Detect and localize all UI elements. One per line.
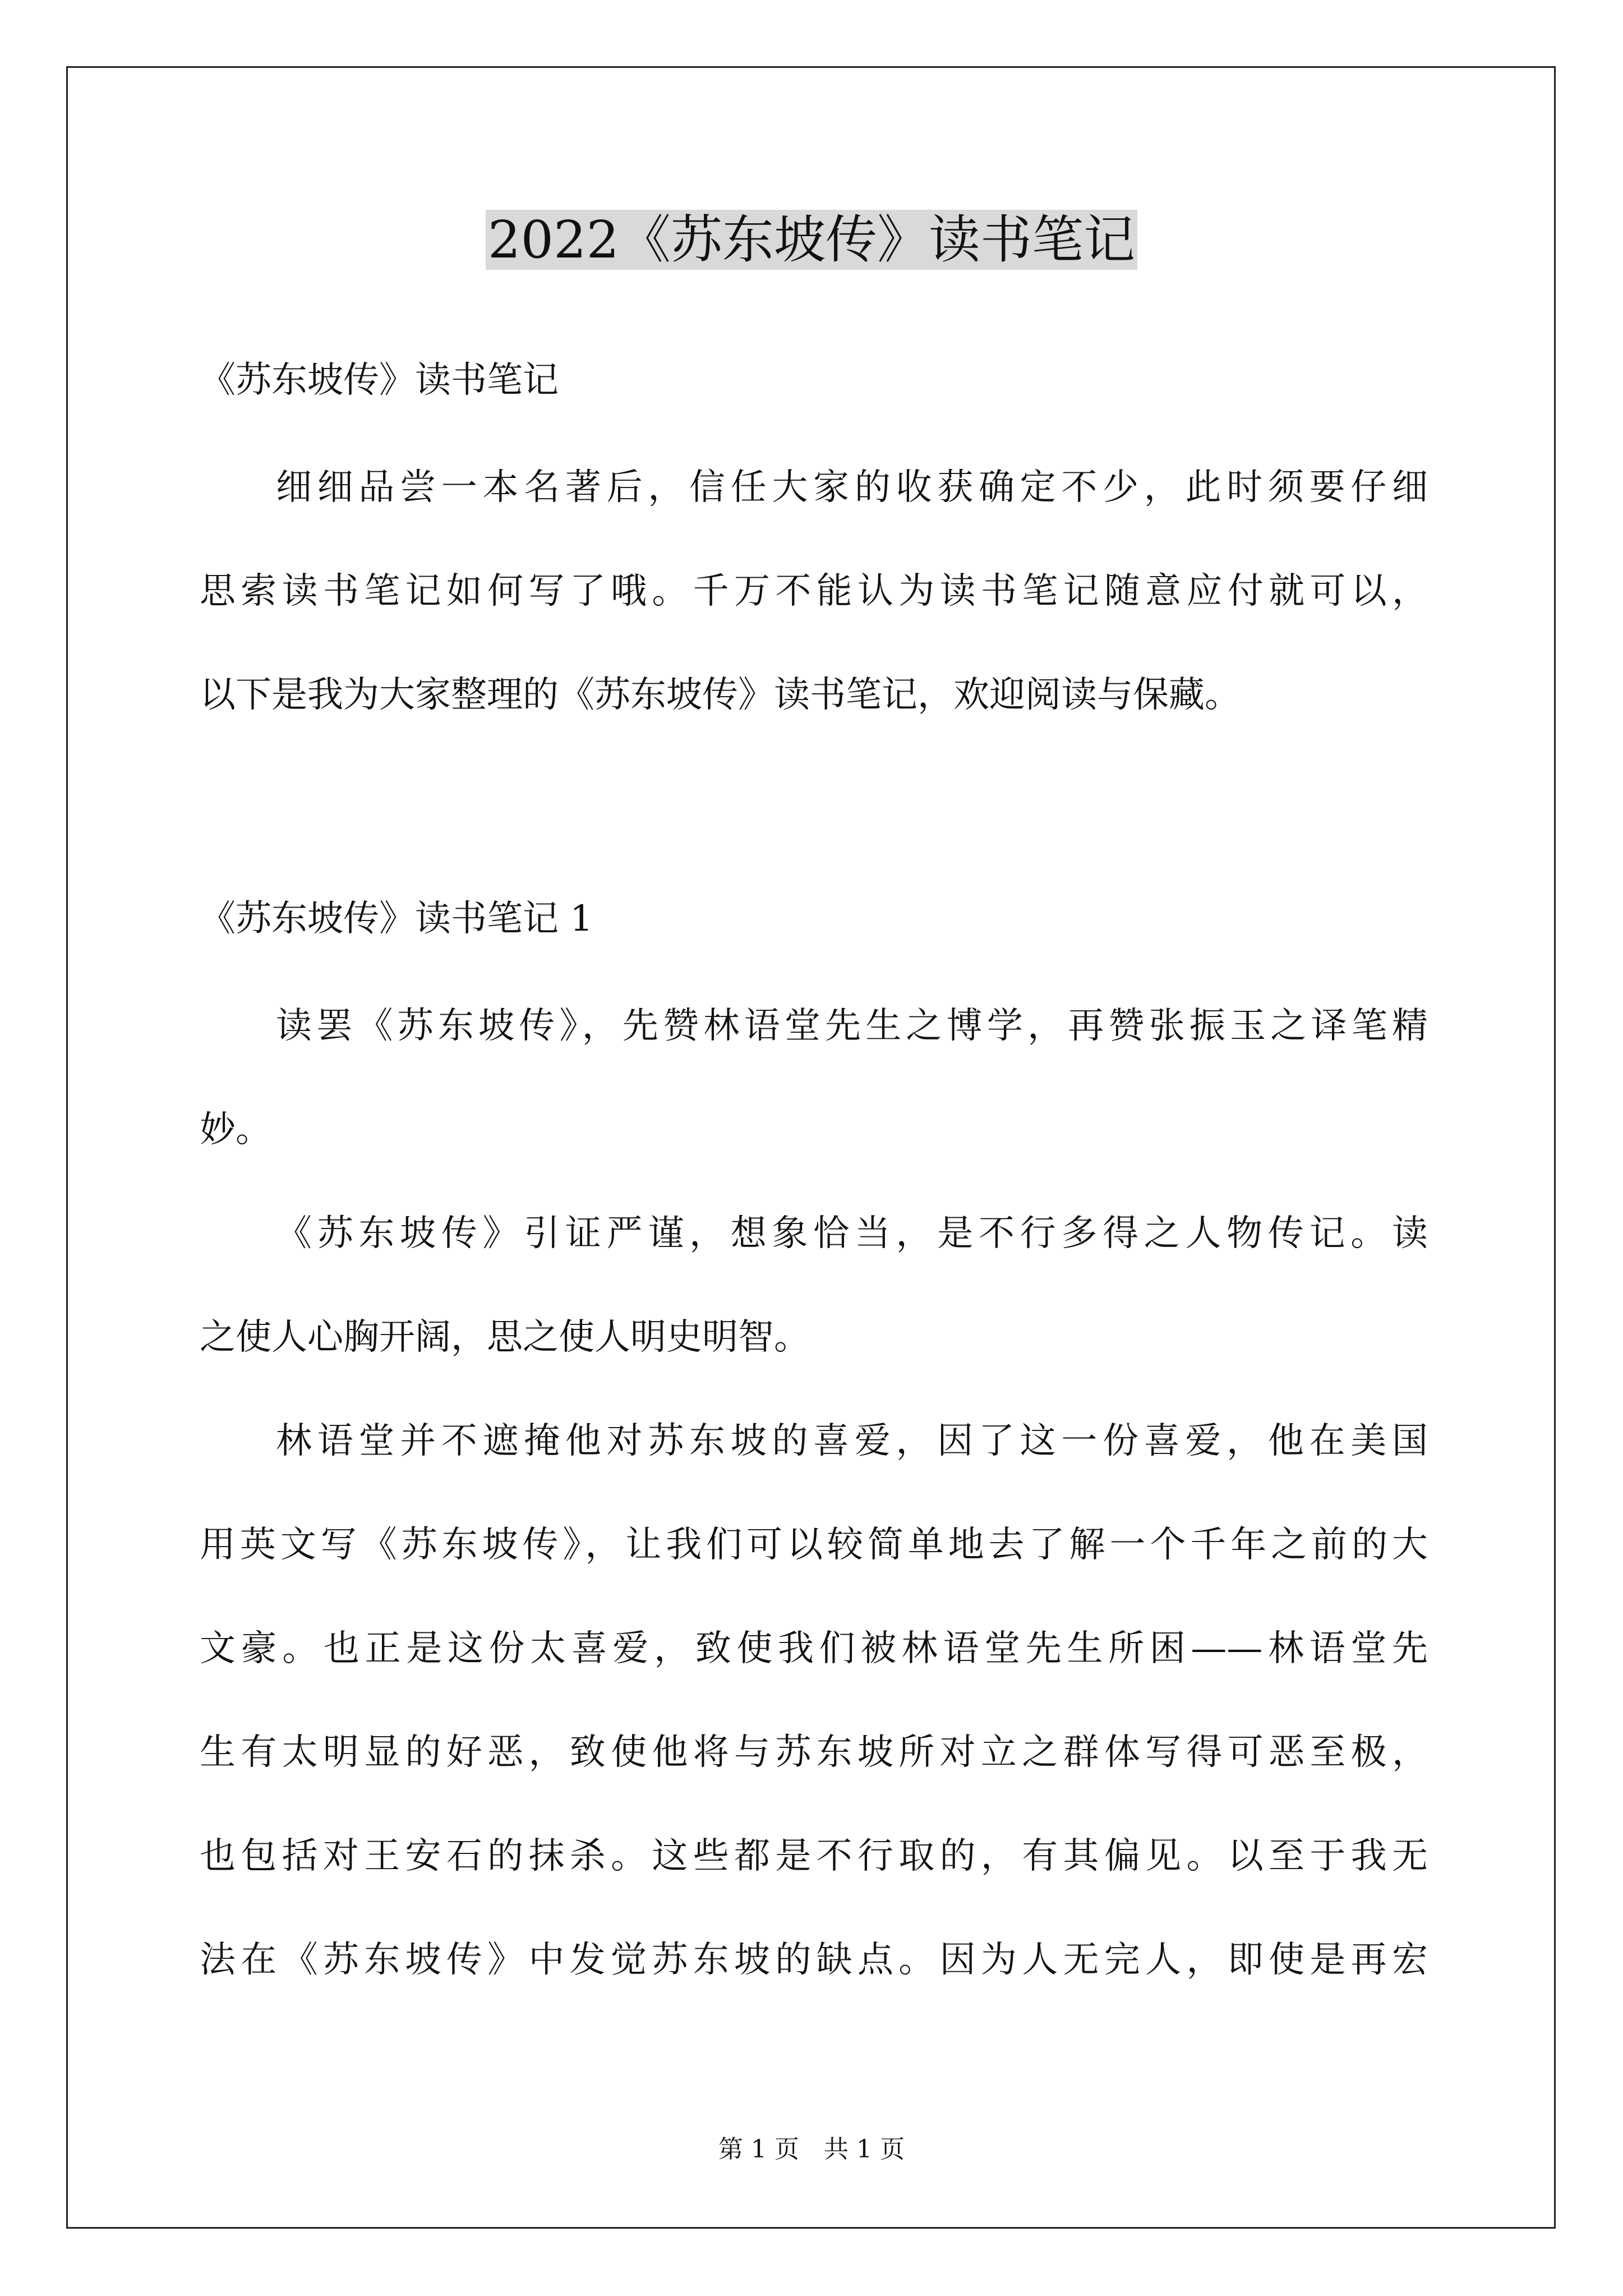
section-1-paragraph-2 — [200, 1182, 1428, 1389]
paragraph-line: 思索读书笔记如何写了哦。千万不能认为读书笔记随意应付就可以， — [200, 570, 1428, 612]
paragraph-line: 妙。 — [200, 1109, 271, 1151]
paragraph-line: 之使人心胸开阔，思之使人明史明智。 — [200, 1317, 810, 1358]
document-title — [0, 204, 1623, 277]
paragraph-line: 《苏东坡传》引证严谨，想象恰当，是不行多得之人物传记。读 — [276, 1213, 1428, 1254]
paragraph-line: 文豪。也正是这份太喜爱，致使我们被林语堂先生所困——林语堂先 — [200, 1628, 1428, 1669]
paragraph-line: 也包括对王安石的抹杀。这些都是不行取的，有其偏见。以至于我无 — [200, 1835, 1428, 1877]
section-1-heading: 《苏东坡传》读书笔记 1 — [200, 898, 593, 940]
paragraph-line: 用英文写《苏东坡传》，让我们可以较简单地去了解一个千年之前的大 — [200, 1524, 1428, 1566]
paragraph-line: 林语堂并不遮掩他对苏东坡的喜爱，因了这一份喜爱，他在美国 — [276, 1420, 1428, 1462]
paragraph-line: 法在《苏东坡传》中发觉苏东坡的缺点。因为人无完人，即使是再宏 — [200, 1939, 1428, 1981]
paragraph-line: 生有太明显的好恶，致使他将与苏东坡所对立之群体写得可恶至极， — [200, 1732, 1428, 1773]
paragraph-line: 以下是我为大家整理的《苏东坡传》读书笔记，欢迎阅读与保藏。 — [200, 674, 1241, 716]
paragraph-line: 读罢《苏东坡传》，先赞林语堂先生之博学，再赞张振玉之译笔精 — [276, 1005, 1428, 1047]
document-title-text: 2022《苏东坡传》读书笔记 — [486, 210, 1137, 270]
paragraph-line: 细细品尝一本名著后，信任大家的收获确定不少，此时须要仔细 — [276, 467, 1428, 508]
intro-paragraph — [200, 436, 1428, 747]
page-footer: 第 1 页 共 1 页 — [718, 2135, 905, 2164]
section-1-paragraph-3 — [200, 1389, 1428, 2012]
section-1-paragraph-1 — [200, 974, 1428, 1182]
intro-heading: 《苏东坡传》读书笔记 — [200, 360, 559, 401]
